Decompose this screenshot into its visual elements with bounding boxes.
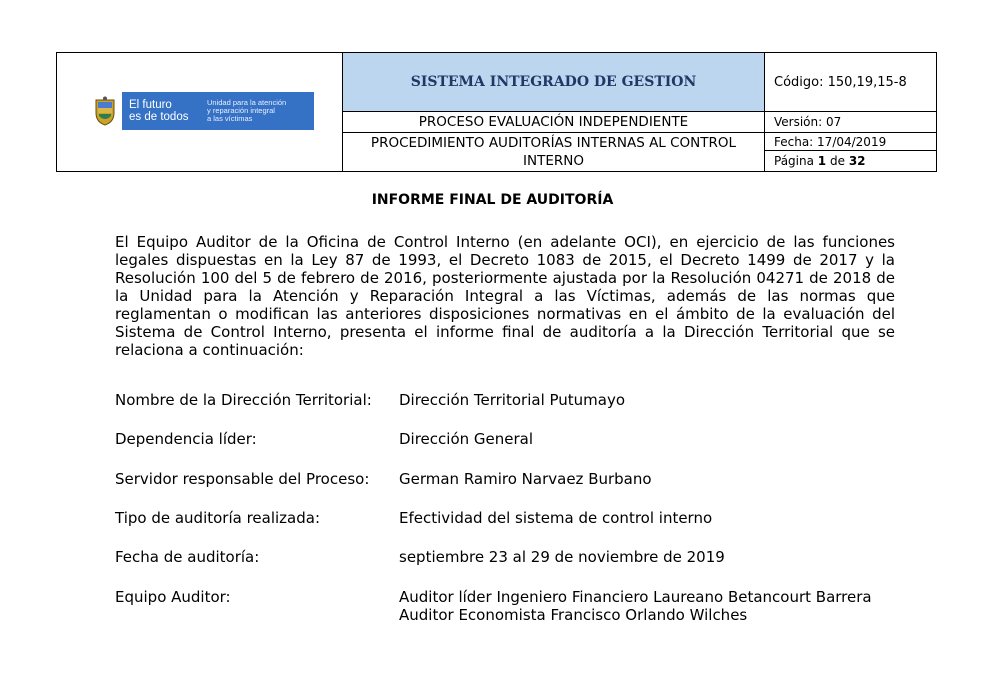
document-code: Código: 150,19,15-8	[765, 53, 936, 112]
coat-of-arms-icon	[88, 92, 122, 130]
page-label: Página	[774, 154, 814, 168]
page-indicator	[765, 151, 936, 171]
field-label-dependency: Dependencia líder:	[115, 430, 257, 448]
field-value-audit-date: septiembre 23 al 29 de noviembre de 2019	[399, 548, 725, 566]
process-name: PROCESO EVALUACIÓN INDEPENDIENTE	[343, 112, 765, 133]
logo-unit-name: Unidad para la atención y reparación integral a las víctimas	[207, 98, 287, 123]
field-value-audit-team	[399, 588, 895, 624]
page-of: de	[829, 154, 845, 168]
field-label-audit-date: Fecha de auditoría:	[115, 548, 260, 566]
logo-slogan: El futuro es de todos	[129, 99, 189, 123]
document-version: Versión: 07	[765, 112, 936, 133]
audit-team-member-2: Auditor Economista Francisco Orlando Wilches	[399, 606, 748, 624]
field-label-responsible: Servidor responsable del Proceso:	[115, 470, 370, 488]
field-label-audit-team: Equipo Auditor:	[115, 588, 231, 606]
page-current: 1	[817, 154, 827, 168]
field-value-territorial: Dirección Territorial Putumayo	[399, 391, 626, 409]
field-value-audit-type: Efectividad del sistema de control interno	[399, 509, 713, 527]
field-value-dependency: Dirección General	[399, 430, 534, 448]
system-title: SISTEMA INTEGRADO DE GESTION	[343, 53, 765, 112]
audit-team-member-1: Auditor líder Ingeniero Financiero Laureano Betancourt Barrera	[399, 588, 872, 606]
field-value-responsible: German Ramiro Narvaez Burbano	[399, 470, 652, 488]
logo-cell	[57, 53, 343, 171]
page-total: 32	[848, 154, 866, 168]
report-title: INFORME FINAL DE AUDITORÍA	[371, 192, 614, 208]
document-date: Fecha: 17/04/2019	[765, 133, 936, 151]
field-label-territorial: Nombre de la Dirección Territorial:	[115, 391, 372, 409]
intro-paragraph: El Equipo Auditor de la Oficina de Control Interno (en adelante OCI), en ejercicio de las funciones legales dispuestas en la Ley 87 de 1993, el Decreto 1083 de 2015, el Decreto 1499 de 2017 y la Resolución 100 del 5 de febrero de 2016, posteriormente ajustada por la Resolución 04271 de 2018 de la Unidad para la Atención y Reparación Integral a las Víctimas, además de las normas que reglamentan o modifican las anteriores disposiciones normativas en el ámbito de la evaluación del Sistema de Control Interno, presenta el informe final de auditoría a la Dirección Territorial que se relaciona a continuación:	[115, 233, 895, 359]
field-label-audit-type: Tipo de auditoría realizada:	[115, 509, 321, 527]
procedure-name: PROCEDIMIENTO AUDITORÍAS INTERNAS AL CONTROL INTERNO	[343, 133, 765, 171]
document-header	[56, 52, 937, 172]
entity-logo	[88, 92, 314, 130]
